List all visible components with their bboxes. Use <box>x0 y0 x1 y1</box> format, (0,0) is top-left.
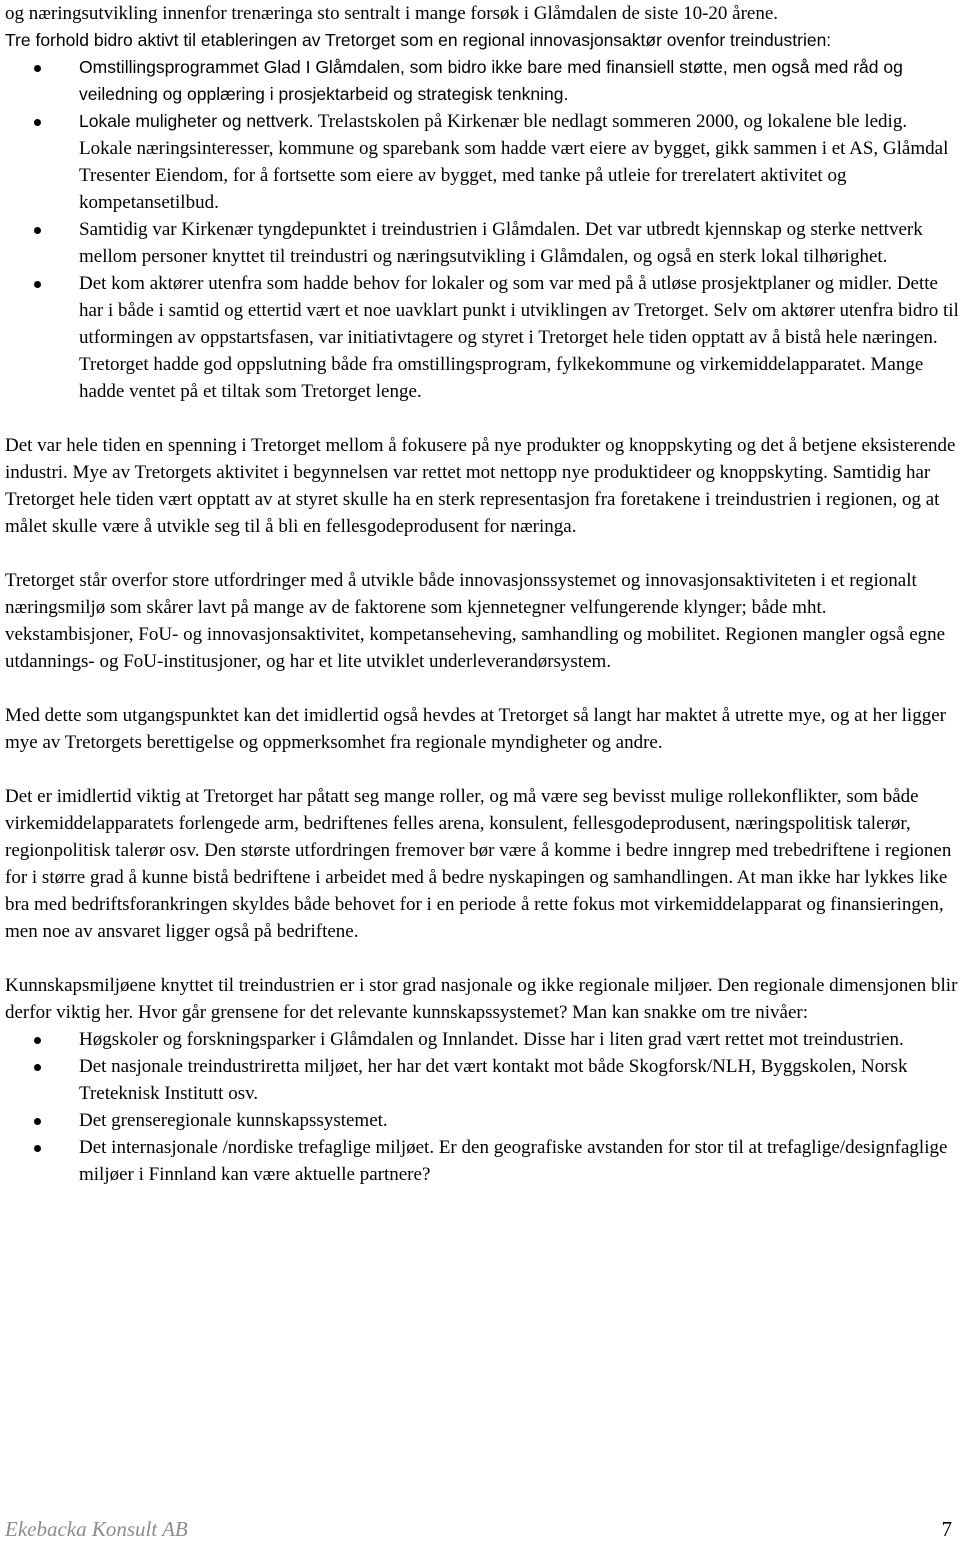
bullet-icon <box>34 281 41 288</box>
list-item <box>5 1107 959 1134</box>
page-footer <box>5 1516 952 1544</box>
paragraph: Det var hele tiden en spenning i Tretorget mellom å fokusere på nye produkter og knoppskyting og det å betjene eksisterende industri. Mye av Tretorgets aktivitet i begynnelsen var rettet mot nettopp nye produktideer og knoppskyting. Samtidig har Tretorget hele tiden vært opptatt av at styret skulle ha en sterk representasjon fra foretakene i treindustrien i regionen, og at målet skulle være å utvikle seg til å bli en fellesgodeprodusent for næringa. <box>5 435 956 537</box>
list-item-text: Samtidig var Kirkenær tyngdepunktet i treindustrien i Glåmdalen. Det var utbredt kjennskap og sterke nettverk mellom personer knyttet til treindustri og næringsutvikling i Glåmdalen, og også en sterk lokal tilhørighet. <box>79 219 923 267</box>
paragraph: Tretorget står overfor store utfordringer med å utvikle både innovasjonssystemet og innovasjonsaktiviteten i et regionalt næringsmiljø som skårer lavt på mange av de faktorene som kjennetegner velfungerende klynger; både mht. vekstambisjoner, FoU- og innovasjonsaktivitet, kompetanseheving, samhandling og mobilitet. Regionen mangler også egne utdannings- og FoU-institusjoner, og har et lite utviklet underleverandørsystem. <box>5 570 946 672</box>
bullet-icon <box>34 1064 41 1071</box>
list-item <box>5 1026 959 1053</box>
list-item <box>5 1053 959 1107</box>
paragraph-gap <box>5 675 959 702</box>
bullet-icon <box>34 65 41 72</box>
list-item <box>5 1134 959 1188</box>
intro-line-2: Tre forhold bidro aktivt til etableringen av Tretorget som en regional innovasjonsaktør ovenfor treindustrien: <box>5 30 832 50</box>
list-item-text: Omstillingsprogrammet Glad I Glåmdalen, som bidro ikke bare med finansiell støtte, men også med råd og veiledning og opplæring i prosjektarbeid og strategisk tenkning. <box>79 57 903 104</box>
list-item <box>5 216 959 270</box>
bullet-icon <box>34 1118 41 1125</box>
knowledge-levels-list <box>5 1026 959 1188</box>
bullet-icon <box>34 1037 41 1044</box>
list-item-text: Det internasjonale /nordiske trefaglige miljøet. Er den geografiske avstanden for stor til at trefaglige/designfaglige miljøer i Finnland kan være aktuelle partnere? <box>79 1137 948 1185</box>
list-item-lead: Lokale muligheter og nettverk. <box>79 111 314 131</box>
document-body <box>5 0 959 1188</box>
paragraph-gap <box>5 540 959 567</box>
bullet-icon <box>34 227 41 234</box>
paragraph-gap <box>5 756 959 783</box>
list-item <box>5 54 959 108</box>
list-item-text: Det grenseregionale kunnskapssystemet. <box>79 1110 388 1131</box>
list-item <box>5 270 959 405</box>
list-item-text: Det nasjonale treindustriretta miljøet, her har det vært kontakt mot både Skogforsk/NLH, Byggskolen, Norsk Treteknisk Institutt osv. <box>79 1056 908 1104</box>
bullet-icon <box>34 119 41 126</box>
list-item-text: Høgskoler og forskningsparker i Glåmdalen og Innlandet. Disse har i liten grad vært rettet mot treindustrien. <box>79 1029 904 1050</box>
paragraph: Kunnskapsmiljøene knyttet til treindustrien er i stor grad nasjonale og ikke regionale miljøer. Den regionale dimensjonen blir derfor viktig her. Hvor går grensene for det relevante kunnskapssystemet? Man kan snakke om tre nivåer: <box>5 975 958 1023</box>
page-number: 7 <box>941 1517 952 1541</box>
list-item <box>5 108 959 216</box>
paragraph-gap <box>5 405 959 432</box>
list-item-text: Trelastskolen på Kirkenær ble nedlagt sommeren 2000, og lokalene ble ledig. Lokale næringsinteresser, kommune og sparebank som hadde vært eiere av bygget, gikk sammen i et AS, Glåmdal Tresenter Eiendom, for å fortsette som eiere av bygget, med tanke på utleie for trerelatert aktivitet og kompetansetilbud. <box>79 111 949 213</box>
footer-company: Ekebacka Konsult AB <box>5 1517 188 1541</box>
list-item-text: Det kom aktører utenfra som hadde behov for lokaler og som var med på å utløse prosjektplaner og midler. Dette har i både i samtid og ettertid vært et noe uavklart punkt i utviklingen av Tretorget. Selv om aktører utenfra bidro til utformingen av oppstartsfasen, var initiativtagere og styret i Tretorget hele tiden opptatt av å bistå hele næringen. Tretorget hadde god oppslutning både fra omstillingsprogram, fylkekommune og virkemiddelapparatet. Mange hadde ventet på et tiltak som Tretorget lenge. <box>79 273 959 402</box>
factors-list <box>5 54 959 405</box>
paragraph: Med dette som utgangspunktet kan det imidlertid også hevdes at Tretorget så langt har maktet å utrette mye, og at her ligger mye av Tretorgets berettigelse og oppmerksomhet fra regionale myndigheter og andre. <box>5 705 946 753</box>
paragraph: Det er imidlertid viktig at Tretorget har påtatt seg mange roller, og må være seg bevisst mulige rollekonflikter, som både virkemiddelapparatets forlengede arm, bedriftenes felles arena, konsulent, fellesgodeprodusent, næringspolitisk talerør, regionpolitisk talerør osv. Den største utfordringen fremover bør være å komme i bedre inngrep med trebedriftene i regionen for i større grad å kunne bistå bedriftene i arbeidet med å bedre nyskapingen og samhandlingen. At man ikke har lykkes like bra med bedriftsforankringen skyldes både behovet for i en periode å rette fokus mot virkemiddelapparat og finansieringen, men noe av ansvaret ligger også på bedriftene. <box>5 786 952 942</box>
bullet-icon <box>34 1145 41 1152</box>
paragraph-gap <box>5 945 959 972</box>
intro-line-1: og næringsutvikling innenfor trenæringa sto sentralt i mange forsøk i Glåmdalen de siste 10-20 årene. <box>5 3 779 24</box>
